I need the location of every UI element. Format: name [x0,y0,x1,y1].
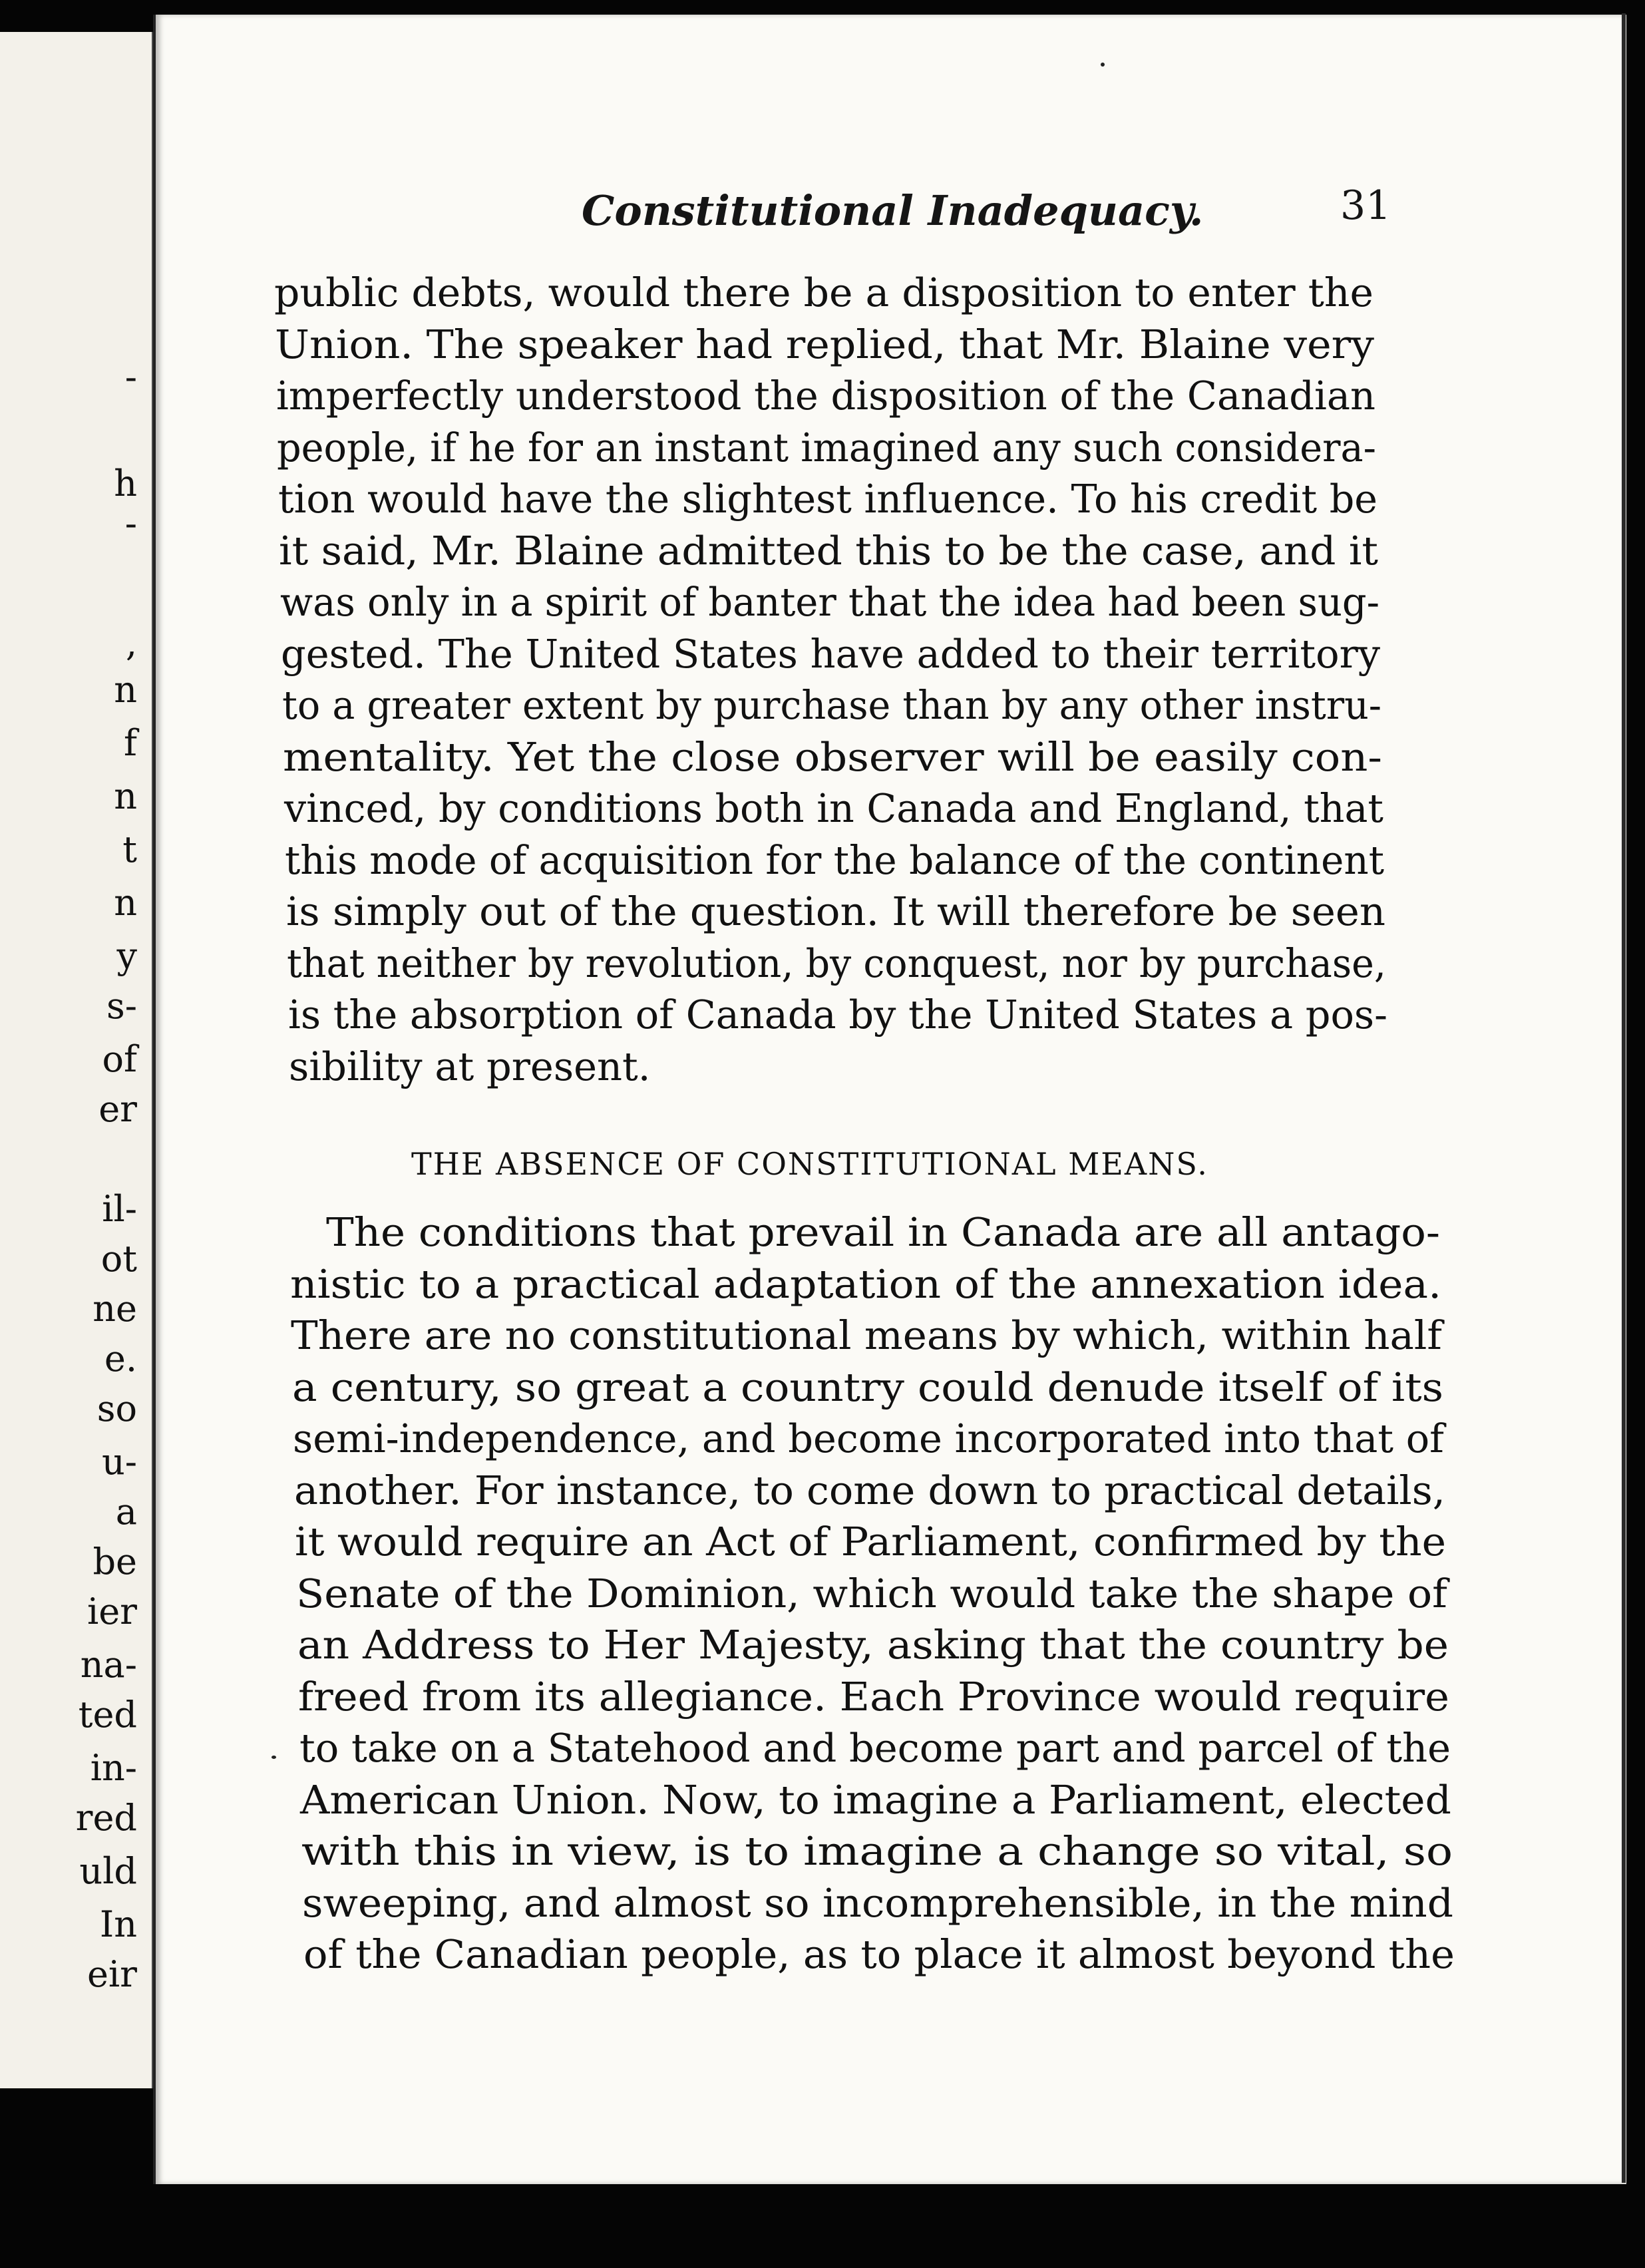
text-line: Union. The speaker had replied, that Mr. Blaine very [275,321,1375,367]
left-page-text-fragment: t [122,829,137,870]
text-line: public debts, would there be a disposition to enter the [274,270,1373,315]
text-line: an Address to Her Majesty, asking that the country be [297,1622,1449,1668]
right-page [153,15,1626,2184]
text-line: semi-independence, and become incorporated into that of [293,1416,1445,1461]
left-page-text-fragment: uld [79,1850,137,1892]
text-line: nistic to a practical adaptation of the annexation idea. [289,1260,1441,1307]
text-line: There are no constitutional means by which, within half [291,1312,1443,1358]
left-page-text-fragment: n [114,775,137,817]
left-page-text-fragment: a [115,1491,137,1533]
text-line: sweeping, and almost so incomprehensible, in the mind [302,1879,1454,1926]
text-line: imperfectly understood the disposition of the Canadian [275,373,1375,419]
text-line: is the absorption of Canada by the United States a pos- [287,992,1387,1038]
text-line: mentality. Yet the close observer will be easily con- [283,733,1383,780]
text-line: is simply out of the question. It will therefore be seen [285,888,1385,934]
text-line: vinced, by conditions both in Canada and England, that [283,785,1383,831]
left-page-text-fragment: h [114,463,137,504]
text-line: with this in view, is to imagine a change so vital, so [301,1828,1453,1874]
text-line: freed from its allegiance. Each Province would require [298,1673,1450,1720]
left-page-text-fragment: ne [92,1288,137,1330]
left-page-text-fragment: - [124,356,137,398]
left-page-text-fragment: il- [102,1188,137,1230]
text-line: was only in a spirit of banter that the idea had been sug- [279,579,1379,625]
text-line: sibility at present. [289,1043,651,1089]
left-page-text-fragment: of [102,1038,137,1080]
left-page-text-fragment: ot [100,1238,137,1280]
left-page-text-fragment: eir [87,1953,137,1995]
left-page-text-fragment: be [92,1541,137,1583]
left-page-text-fragment: f [124,722,137,764]
page-number: 31 [1340,182,1391,229]
left-page-text-fragment: na- [80,1644,137,1686]
left-page-text-fragment: - [124,502,137,544]
left-page-text-fragment: n [114,882,137,924]
section-heading: THE ABSENCE OF CONSTITUTIONAL MEANS. [411,1146,1208,1182]
left-page-text-fragment: , [125,622,137,664]
left-page-edge [0,32,154,2088]
text-line: American Union. Now, to imagine a Parliament, elected [300,1776,1452,1823]
text-line: it would require an Act of Parliament, confirmed by the [295,1519,1447,1565]
text-line: that neither by revolution, by conquest, nor by purchase, [287,940,1386,986]
left-page-text-fragment: n [114,669,137,711]
left-page-text-fragment: er [98,1088,137,1130]
text-line: The conditions that prevail in Canada are all antago- [326,1209,1441,1255]
print-speck [272,1756,276,1759]
left-page-text-fragment: u- [101,1441,137,1483]
left-page-text-fragment: In [99,1903,137,1945]
text-line: it said, Mr. Blaine admitted this to be the case, and it [279,527,1379,574]
text-line: Senate of the Dominion, which would take the shape of [296,1570,1447,1616]
text-line: this mode of acquisition for the balance of the continent [285,837,1385,883]
left-page-text-fragment: y [116,935,137,977]
running-title: Constitutional Inadequacy. [582,186,1204,235]
print-speck [1101,63,1105,67]
left-page-text-fragment: ier [87,1591,137,1632]
text-line: another. For instance, to come down to practical details, [293,1467,1445,1513]
page-edge-shadow [1622,13,1626,2183]
text-line: gested. The United States have added to their territory [281,630,1381,677]
text-line: of the Canadian people, as to place it almost beyond the [303,1931,1455,1977]
left-page-text-fragment: red [75,1797,137,1839]
left-page-text-fragment: s- [106,985,137,1027]
left-page-text-fragment: e. [104,1338,137,1380]
text-line: to take on a Statehood and become part and parcel of the [299,1725,1451,1771]
text-line: to a greater extent by purchase than by any other instru- [281,682,1381,728]
left-page-text-fragment: ted [78,1694,137,1736]
left-page-text-fragment: so [96,1388,137,1429]
text-line: people, if he for an instant imagined any such considera- [277,424,1377,471]
text-line: a century, so great a country could denude itself of its [291,1364,1443,1410]
left-page-text-fragment: in- [90,1747,137,1789]
text-line: tion would have the slightest influence. To his credit be [277,476,1377,522]
